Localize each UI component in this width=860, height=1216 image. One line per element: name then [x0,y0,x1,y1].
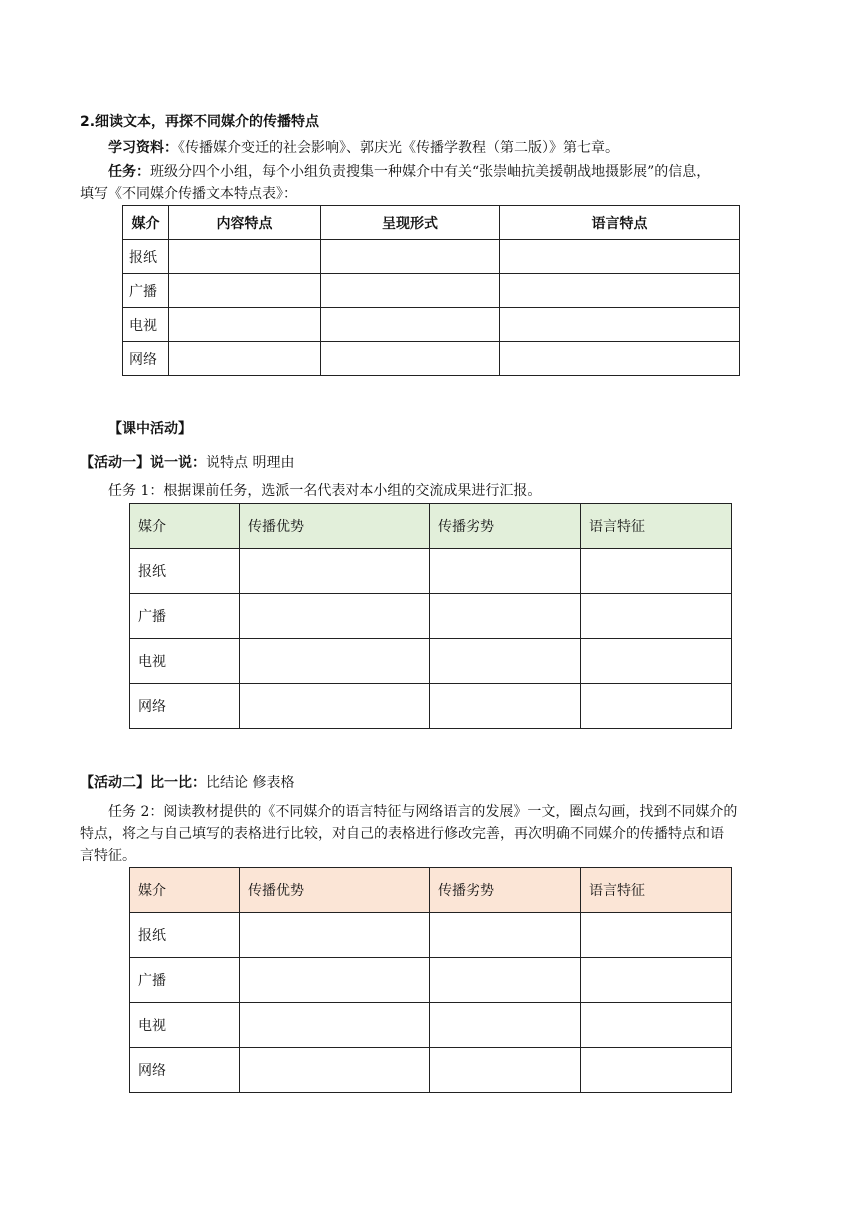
empty-cell[interactable] [240,1048,430,1093]
activity2-label: 【活动二】比一比： [80,775,206,791]
empty-cell[interactable] [581,1048,732,1093]
header-cell: 传播优势 [240,868,430,913]
empty-cell[interactable] [500,240,740,274]
empty-cell[interactable] [500,308,740,342]
empty-cell[interactable] [430,913,581,958]
header-cell: 语言特点 [500,206,740,240]
table-header-row [130,868,732,913]
empty-cell[interactable] [240,549,430,594]
row-label: 电视 [123,308,169,342]
empty-cell[interactable] [581,594,732,639]
activity1-label: 【活动一】说一说： [80,455,206,471]
activity1-task: 任务 1：根据课前任务，选派一名代表对本小组的交流成果进行汇报。 [108,483,542,499]
empty-cell[interactable] [169,308,321,342]
table-row [130,1048,732,1093]
materials-line [108,138,619,158]
row-label: 广播 [123,274,169,308]
header-cell: 传播劣势 [430,868,581,913]
row-label: 网络 [130,684,240,729]
row-label: 网络 [130,1048,240,1093]
activity1-subtitle: 说特点 明理由 [206,455,295,471]
table-row [130,913,732,958]
row-label: 电视 [130,1003,240,1048]
empty-cell[interactable] [500,342,740,376]
empty-cell[interactable] [321,274,500,308]
table-row [130,639,732,684]
empty-cell[interactable] [169,274,321,308]
section-heading: 2.细读文本，再探不同媒介的传播特点 [80,114,320,130]
table-header-row [123,206,740,240]
row-label: 电视 [130,639,240,684]
empty-cell[interactable] [240,594,430,639]
empty-cell[interactable] [581,639,732,684]
task-label: 任务： [108,164,150,180]
table-row [130,958,732,1003]
table-header-row [130,504,732,549]
materials-label: 学习资料： [108,140,178,156]
empty-cell[interactable] [430,594,581,639]
table-row [130,594,732,639]
empty-cell[interactable] [430,1003,581,1048]
header-cell: 呈现形式 [321,206,500,240]
activity2-table [129,867,732,1093]
empty-cell[interactable] [169,240,321,274]
row-label: 报纸 [130,913,240,958]
task-line-2: 填写《不同媒介传播文本特点表》： [80,186,297,202]
table-row [130,1003,732,1048]
table-row [123,342,740,376]
activity2-task-2: 特点，将之与自己填写的表格进行比较，对自己的表格进行修改完善，再次明确不同媒介的传播特点和语 [80,826,724,842]
task-text-1: 班级分四个小组，每个小组负责搜集一种媒介中有关“张崇岫抗美援朝战地摄影展”的信息， [150,164,711,180]
empty-cell[interactable] [321,342,500,376]
empty-cell[interactable] [500,274,740,308]
header-cell: 媒介 [123,206,169,240]
empty-cell[interactable] [430,958,581,1003]
row-label: 广播 [130,958,240,1003]
empty-cell[interactable] [581,1003,732,1048]
media-features-table [122,205,740,376]
activity1-heading [80,453,294,473]
row-label: 报纸 [123,240,169,274]
header-cell: 语言特征 [581,504,732,549]
table-row [123,308,740,342]
empty-cell[interactable] [321,308,500,342]
table-row [130,549,732,594]
empty-cell[interactable] [430,1048,581,1093]
empty-cell[interactable] [321,240,500,274]
empty-cell[interactable] [430,639,581,684]
table-row [123,274,740,308]
empty-cell[interactable] [581,684,732,729]
activity1-table [129,503,732,729]
activity2-subtitle: 比结论 修表格 [206,775,295,791]
header-cell: 传播优势 [240,504,430,549]
table-row [123,240,740,274]
empty-cell[interactable] [240,639,430,684]
row-label: 网络 [123,342,169,376]
class-activity-title: 【课中活动】 [108,421,192,437]
empty-cell[interactable] [240,1003,430,1048]
row-label: 广播 [130,594,240,639]
empty-cell[interactable] [430,684,581,729]
empty-cell[interactable] [581,958,732,1003]
materials-text: 《传播媒介变迁的社会影响》、郭庆光《传播学教程（第二版）》第七章。 [178,140,619,156]
table-row [130,684,732,729]
empty-cell[interactable] [240,684,430,729]
header-cell: 传播劣势 [430,504,581,549]
header-cell: 媒介 [130,504,240,549]
header-cell: 内容特点 [169,206,321,240]
empty-cell[interactable] [240,958,430,1003]
empty-cell[interactable] [240,913,430,958]
header-cell: 媒介 [130,868,240,913]
empty-cell[interactable] [581,549,732,594]
empty-cell[interactable] [581,913,732,958]
activity2-heading [80,773,294,793]
header-cell: 语言特征 [581,868,732,913]
row-label: 报纸 [130,549,240,594]
task-line-1 [108,162,710,182]
empty-cell[interactable] [169,342,321,376]
empty-cell[interactable] [430,549,581,594]
activity2-task-1: 任务 2：阅读教材提供的《不同媒介的语言特征与网络语言的发展》一文，圈点勾画，找到不同媒介的 [108,804,738,820]
activity2-task-3: 言特征。 [80,848,136,864]
